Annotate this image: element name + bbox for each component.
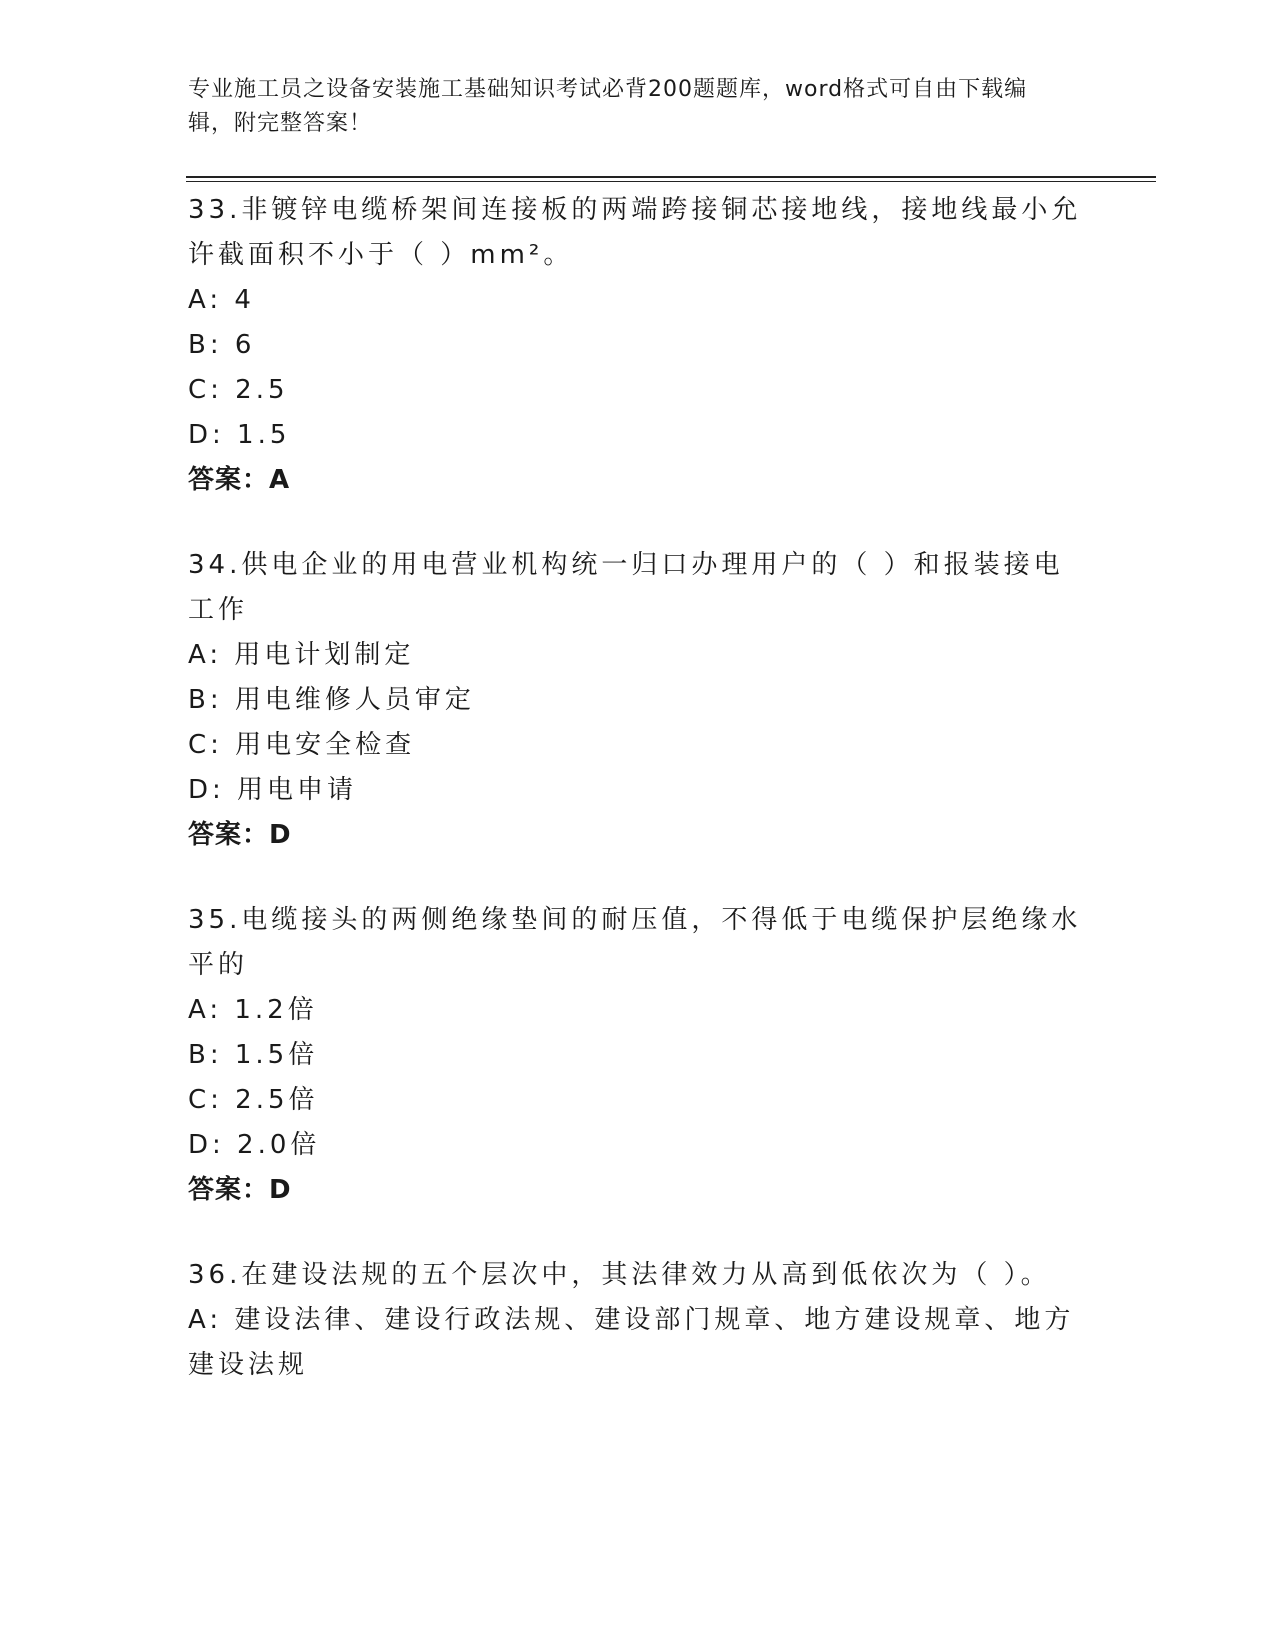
option-b: B: 用电维修人员审定	[188, 685, 475, 715]
option-d: D: 1.5	[188, 420, 291, 450]
option-d: D: 用电申请	[188, 775, 358, 805]
question-34	[188, 543, 1088, 858]
answer-line: 答案：D	[188, 820, 292, 850]
option-b: B: 1.5倍	[188, 1040, 319, 1070]
option-d: D: 2.0倍	[188, 1130, 321, 1160]
question-stem: 34.供电企业的用电营业机构统一归口办理用户的（ ）和报装接电工作	[188, 550, 1064, 625]
header-divider-thin	[186, 181, 1156, 182]
option-a: A: 1.2倍	[188, 995, 318, 1025]
option-c: C: 2.5	[188, 375, 289, 405]
question-stem: 35.电缆接头的两侧绝缘垫间的耐压值，不得低于电缆保护层绝缘水平的	[188, 905, 1082, 980]
header-divider-thick	[186, 176, 1156, 178]
question-35	[188, 898, 1088, 1213]
option-c: C: 用电安全检查	[188, 730, 416, 760]
question-33	[188, 188, 1088, 503]
option-a: A: 4	[188, 285, 255, 315]
question-list	[188, 188, 1088, 1428]
question-36	[188, 1253, 1088, 1388]
answer-line: 答案：A	[188, 465, 291, 495]
answer-line: 答案：D	[188, 1175, 292, 1205]
option-c: C: 2.5倍	[188, 1085, 319, 1115]
question-stem: 33.非镀锌电缆桥架间连接板的两端跨接铜芯接地线，接地线最小允许截面积不小于（ ）mm²。	[188, 195, 1082, 270]
option-a: A: 建设法律、建设行政法规、建设部门规章、地方建设规章、地方建设法规	[188, 1305, 1075, 1380]
question-stem: 36.在建设法规的五个层次中，其法律效力从高到低依次为（ ）。	[188, 1260, 1051, 1290]
option-b: B: 6	[188, 330, 256, 360]
document-header: 专业施工员之设备安装施工基础知识考试必背200题题库，word格式可自由下载编辑，附完整答案！	[188, 77, 1028, 136]
option-a: A: 用电计划制定	[188, 640, 415, 670]
